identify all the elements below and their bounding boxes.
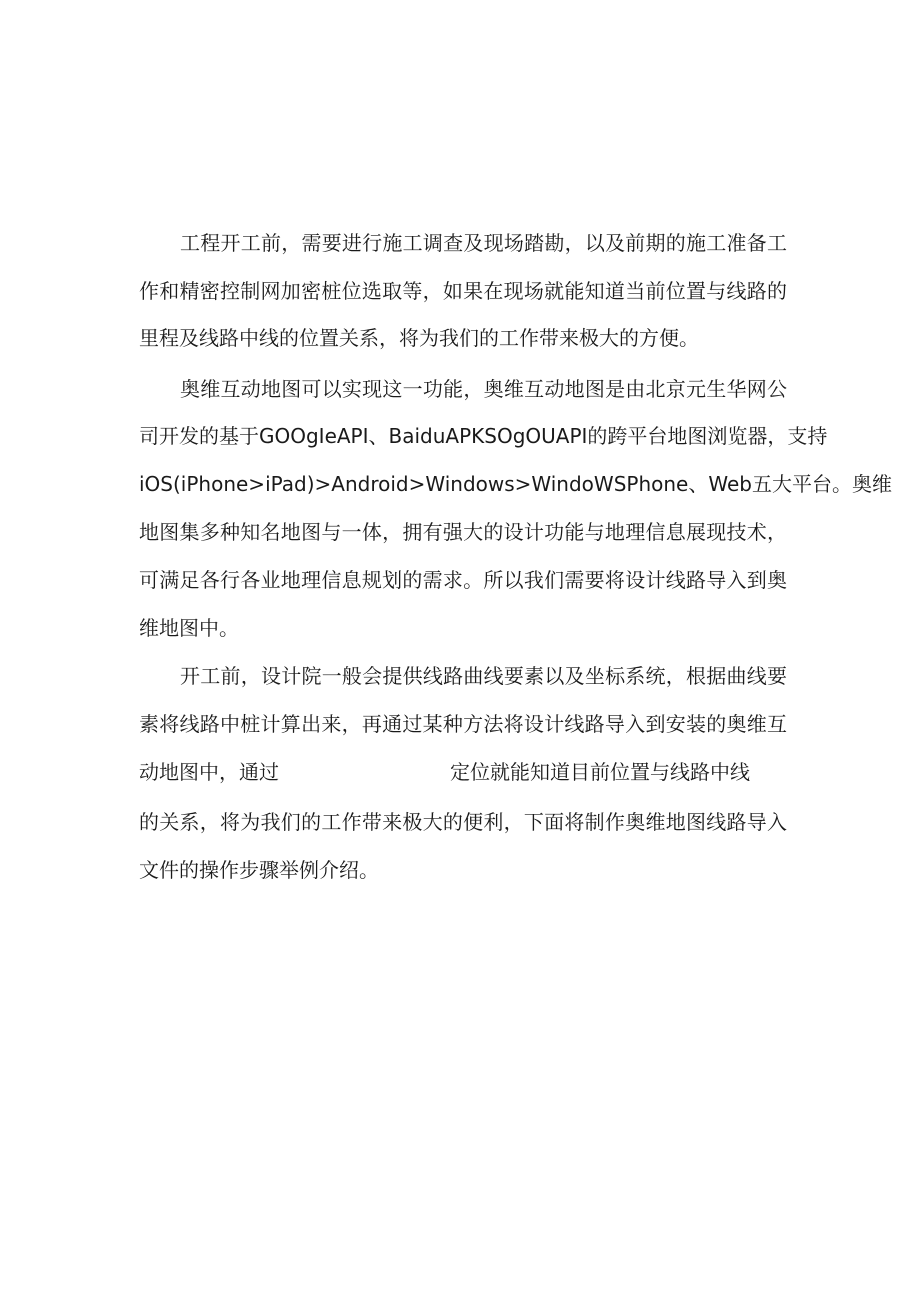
paragraph-3-line-2: 素将线路中桩计算出来，再通过某种方法将设计线路导入到安装的奥维互 bbox=[139, 712, 787, 736]
paragraph-3-line-5: 文件的操作步骤举例介绍。 bbox=[139, 858, 379, 882]
paragraph-1-line-3: 里程及线路中线的位置关系，将为我们的工作带来极大的方便。 bbox=[139, 326, 699, 350]
paragraph-2-line-1: 奥维互动地图可以实现这一功能，奥维互动地图是由北京元生华网公 bbox=[180, 377, 787, 401]
paragraph-3-line-3-right: 定位就能知道目前位置与线路中线 bbox=[450, 760, 750, 784]
paragraph-1-line-2: 作和精密控制网加密桩位选取等，如果在现场就能知道当前位置与线路的 bbox=[139, 279, 787, 303]
paragraph-3-line-4: 的关系，将为我们的工作带来极大的便利，下面将制作奥维地图线路导入 bbox=[139, 810, 787, 834]
paragraph-1-line-1: 工程开工前，需要进行施工调查及现场踏勘，以及前期的施工准备工 bbox=[180, 231, 787, 255]
paragraph-2-line-3: iOS(iPhone>iPad)>Android>Windows>WindoWSPhone、Web五大平台。奥维 bbox=[139, 472, 892, 496]
paragraph-2-line-2: 司开发的基于GOOgIeAPI、BaiduAPKSOgOUAPI的跨平台地图浏览器，支持 bbox=[139, 424, 828, 448]
paragraph-2-line-5: 可满足各行各业地理信息规划的需求。所以我们需要将设计线路导入到奥 bbox=[139, 568, 787, 592]
paragraph-3-line-3-left: 动地图中，通过 bbox=[139, 760, 279, 784]
paragraph-2-line-6: 维地图中。 bbox=[139, 616, 239, 640]
paragraph-3-line-1: 开工前，设计院一般会提供线路曲线要素以及坐标系统，根据曲线要 bbox=[180, 664, 787, 688]
paragraph-2-line-4: 地图集多种知名地图与一体，拥有强大的设计功能与地理信息展现技术， bbox=[139, 520, 787, 544]
